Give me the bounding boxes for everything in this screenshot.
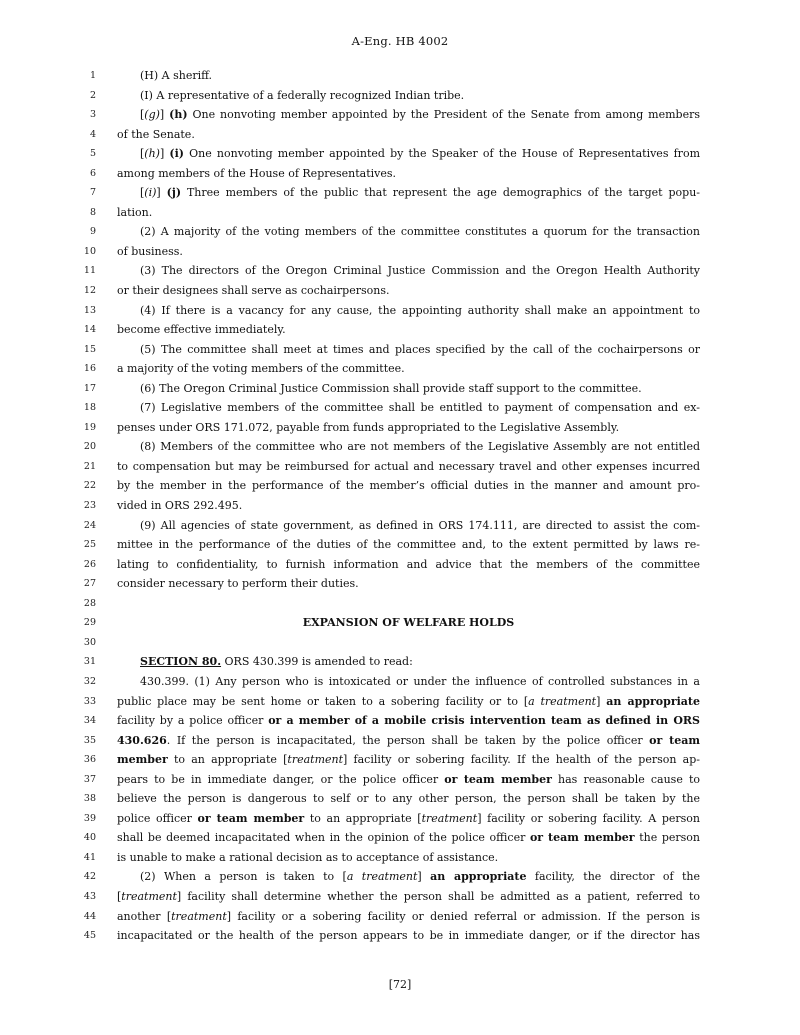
text-line xyxy=(70,652,700,672)
line-number: 23 xyxy=(83,500,96,512)
text-segment: lating to confidentiality, to furnish information and advice that the members of the committee xyxy=(117,557,700,571)
text-line xyxy=(70,496,700,516)
line-number: 29 xyxy=(83,617,96,629)
added-text: 430.626 xyxy=(117,733,167,747)
text-segment: lation. xyxy=(117,205,153,219)
text-line xyxy=(70,555,700,575)
line-text xyxy=(117,809,700,829)
text-segment: One nonvoting member appointed by the President of the Senate from among members xyxy=(187,108,700,122)
line-number: 9 xyxy=(89,226,96,238)
line-number: 37 xyxy=(83,773,96,785)
deleted-text: (g) xyxy=(144,108,160,122)
line-text xyxy=(117,770,700,790)
text-segment: (6) The Oregon Criminal Justice Commission shall provide staff support to the committee. xyxy=(140,381,642,395)
text-line xyxy=(70,340,700,360)
line-text xyxy=(117,574,700,594)
line-text xyxy=(117,848,700,868)
line-text xyxy=(117,320,700,340)
line-text xyxy=(140,183,700,203)
added-text: (i) xyxy=(169,147,185,161)
text-segment: to an appropriate [ xyxy=(304,811,422,825)
text-segment: penses under ORS 171.072, payable from funds appropriated to the Legislative Assembly. xyxy=(117,420,620,434)
text-segment: a majority of the voting members of the committee. xyxy=(117,362,405,376)
added-text: or a member of a mobile crisis intervention team as defined in ORS xyxy=(268,714,700,728)
text-line xyxy=(70,594,700,614)
line-number: 41 xyxy=(83,851,96,863)
line-text xyxy=(117,692,700,712)
text-segment: (5) The committee shall meet at times and places specified by the call of the cochairpersons or xyxy=(140,342,700,356)
text-segment: 430.399. (1) Any person who is intoxicated or under the influence of controlled substances in a xyxy=(140,674,700,688)
line-number: 11 xyxy=(83,265,96,277)
line-number: 5 xyxy=(89,148,96,160)
line-number: 24 xyxy=(83,519,96,531)
text-segment: among members of the House of Representatives. xyxy=(117,166,397,180)
line-text xyxy=(117,907,700,927)
added-text: or team member xyxy=(197,811,305,825)
added-text: (j) xyxy=(166,186,182,200)
text-segment: [ xyxy=(140,147,145,161)
section-heading xyxy=(117,613,700,633)
line-number: 45 xyxy=(83,930,96,942)
text-line xyxy=(70,242,700,262)
text-line xyxy=(70,359,700,379)
line-number: 42 xyxy=(83,871,96,883)
added-text: an appropriate xyxy=(606,694,700,708)
text-line xyxy=(70,320,700,340)
text-line xyxy=(70,437,700,457)
text-line xyxy=(70,692,700,712)
added-text: or team xyxy=(649,733,701,747)
text-line xyxy=(70,574,700,594)
text-line xyxy=(70,418,700,438)
text-segment: of business. xyxy=(117,244,183,258)
text-line xyxy=(70,887,700,907)
line-text xyxy=(117,164,700,184)
text-segment: One nonvoting member appointed by the Speaker of the House of Representatives from xyxy=(184,147,700,161)
text-segment: pears to be in immediate danger, or the police officer xyxy=(117,772,445,786)
line-number: 16 xyxy=(83,363,96,375)
line-text xyxy=(140,340,700,360)
line-number: 30 xyxy=(83,636,96,648)
text-segment: ] facility shall determine whether the person shall be admitted as a patient, referred to xyxy=(176,889,700,903)
text-segment: ] facility or sobering facility. If the health of the person ap- xyxy=(343,753,700,767)
text-segment: EXPANSION OF WELFARE HOLDS xyxy=(302,616,515,630)
text-segment: (3) The directors of the Oregon Criminal Justice Commission and the Oregon Health Authority xyxy=(140,264,700,278)
line-text xyxy=(117,418,700,438)
line-number: 34 xyxy=(83,715,96,727)
line-number: 35 xyxy=(83,734,96,746)
text-segment: facility, the director of the xyxy=(526,870,701,884)
line-number: 2 xyxy=(89,89,96,101)
line-number: 18 xyxy=(83,402,96,414)
text-line xyxy=(70,183,700,203)
line-number: 31 xyxy=(83,656,96,668)
line-number: 6 xyxy=(89,167,96,179)
added-text: an appropriate xyxy=(430,870,527,884)
line-text xyxy=(117,281,700,301)
text-segment: public place may be sent home or taken to a sobering facility or to [ xyxy=(117,694,529,708)
text-segment: facility by a police officer xyxy=(117,714,269,728)
added-text: or team member xyxy=(444,772,552,786)
text-line xyxy=(70,476,700,496)
text-line xyxy=(70,86,700,106)
text-line xyxy=(70,66,700,86)
added-text: or team member xyxy=(529,831,635,845)
line-text xyxy=(117,125,700,145)
line-text xyxy=(140,222,700,242)
text-line xyxy=(70,672,700,692)
line-text xyxy=(117,457,700,477)
line-number: 3 xyxy=(89,109,96,121)
deleted-text: treatment xyxy=(287,753,344,767)
line-number: 36 xyxy=(83,754,96,766)
line-number: 33 xyxy=(83,695,96,707)
text-segment: to an appropriate [ xyxy=(167,753,288,767)
line-text xyxy=(140,437,700,457)
text-line xyxy=(70,828,700,848)
text-line xyxy=(70,222,700,242)
text-line xyxy=(70,398,700,418)
added-text: member xyxy=(117,753,168,767)
line-number: 1 xyxy=(89,70,96,81)
text-segment: another [ xyxy=(117,909,172,923)
text-segment: ] xyxy=(159,147,170,161)
text-segment: [ xyxy=(117,889,122,903)
text-segment: (8) Members of the committee who are not members of the Legislative Assembly are not entitled xyxy=(140,440,700,454)
text-segment: ORS 430.399 is amended to read: xyxy=(221,655,413,669)
added-text: SECTION 80. xyxy=(140,655,222,669)
line-text xyxy=(117,555,700,575)
text-line xyxy=(70,867,700,887)
line-text xyxy=(140,867,700,887)
text-line xyxy=(70,907,700,927)
line-text xyxy=(140,398,700,418)
text-segment: vided in ORS 292.495. xyxy=(117,499,243,513)
deleted-text: treatment xyxy=(171,909,227,923)
text-line xyxy=(70,731,700,751)
line-text xyxy=(117,496,700,516)
line-number: 17 xyxy=(83,382,96,394)
text-segment: or their designees shall serve as cochairpersons. xyxy=(117,284,390,298)
deleted-text: a treatment xyxy=(528,694,597,708)
text-segment: (4) If there is a vacancy for any cause, the appointing authority shall make an appointment to xyxy=(140,303,700,317)
line-number: 19 xyxy=(83,421,96,433)
line-number: 10 xyxy=(83,245,96,257)
text-line xyxy=(70,516,700,536)
text-line xyxy=(70,164,700,184)
line-number: 27 xyxy=(83,578,96,590)
text-segment: police officer xyxy=(117,811,198,825)
text-segment: believe the person is dangerous to self or to any other person, the person shall be taken by the xyxy=(117,792,700,806)
line-number: 32 xyxy=(83,675,96,687)
line-number: 38 xyxy=(83,793,96,805)
text-segment: . If the person is incapacitated, the person shall be taken by the police officer xyxy=(166,733,650,747)
text-line xyxy=(70,535,700,555)
line-text xyxy=(140,672,700,692)
text-line xyxy=(70,848,700,868)
deleted-text: treatment xyxy=(421,811,478,825)
text-segment: ] facility or sobering facility. A person xyxy=(477,811,701,825)
line-text xyxy=(117,203,700,223)
line-text xyxy=(117,711,700,731)
page-header: A-Eng. HB 4002 xyxy=(351,34,449,48)
text-segment: ] xyxy=(159,108,170,122)
line-text xyxy=(117,926,700,946)
text-line xyxy=(70,711,700,731)
text-segment: ] xyxy=(156,186,167,200)
text-segment: consider necessary to perform their duties. xyxy=(117,577,359,591)
text-segment: (2) When a person is taken to [ xyxy=(140,870,347,884)
line-number: 13 xyxy=(83,304,96,316)
line-number: 28 xyxy=(83,597,96,609)
line-text xyxy=(117,476,700,496)
line-text xyxy=(140,516,700,536)
line-number: 4 xyxy=(89,128,96,140)
line-number: 20 xyxy=(83,441,96,453)
text-segment: (H) A sheriff. xyxy=(140,69,213,82)
text-line xyxy=(70,809,700,829)
text-line xyxy=(70,750,700,770)
line-number: 7 xyxy=(89,187,96,199)
line-number: 26 xyxy=(83,558,96,570)
text-segment: mittee in the performance of the duties of the committee and, to the extent permitted by laws re- xyxy=(117,538,700,552)
line-text xyxy=(117,535,700,555)
text-segment: (9) All agencies of state government, as defined in ORS 174.111, are directed to assist the com- xyxy=(140,518,700,532)
line-text xyxy=(140,301,700,321)
text-segment: ] xyxy=(596,694,607,708)
line-text xyxy=(117,887,700,907)
line-number: 44 xyxy=(83,910,96,922)
text-segment: shall be deemed incapacitated when in the opinion of the police officer xyxy=(117,831,530,845)
line-text xyxy=(117,789,700,809)
deleted-text: (i) xyxy=(144,186,157,200)
line-number: 40 xyxy=(83,832,96,844)
line-number: 15 xyxy=(83,343,96,355)
line-text xyxy=(117,731,700,751)
line-number: 21 xyxy=(83,460,96,472)
line-text xyxy=(140,261,700,281)
deleted-text: a treatment xyxy=(346,870,418,884)
line-number: 39 xyxy=(83,812,96,824)
text-segment: ] xyxy=(417,870,431,884)
text-segment: by the member in the performance of the member’s official duties in the manner and amount pro- xyxy=(117,479,700,493)
added-text: (h) xyxy=(169,108,188,122)
text-segment: the person xyxy=(634,831,701,845)
text-segment: has reasonable cause to xyxy=(551,772,700,786)
text-line xyxy=(70,261,700,281)
line-text xyxy=(140,652,700,672)
line-number: 25 xyxy=(83,539,96,551)
text-line xyxy=(70,281,700,301)
line-text xyxy=(140,86,700,106)
text-line xyxy=(70,633,700,653)
text-line xyxy=(70,770,700,790)
text-line xyxy=(70,125,700,145)
text-segment: to compensation but may be reimbursed for actual and necessary travel and other expenses incurred xyxy=(117,459,700,473)
text-segment: ] facility or a sobering facility or denied referral or admission. If the person is xyxy=(226,909,700,923)
text-line xyxy=(70,203,700,223)
line-number: 14 xyxy=(83,324,96,336)
line-text xyxy=(140,66,700,86)
deleted-text: treatment xyxy=(121,889,177,903)
text-segment: of the Senate. xyxy=(117,127,195,141)
line-number: 22 xyxy=(83,480,96,492)
text-segment: [ xyxy=(140,186,145,200)
deleted-text: (h) xyxy=(144,147,160,161)
page-number: [72] xyxy=(388,978,412,991)
line-number: 43 xyxy=(83,890,96,902)
text-line xyxy=(70,301,700,321)
bill-text xyxy=(70,66,700,946)
text-segment: is unable to make a rational decision as to acceptance of assistance. xyxy=(117,850,499,864)
line-text xyxy=(140,144,700,164)
text-segment: Three members of the public that represent the age demographics of the target popu- xyxy=(181,186,700,200)
text-segment: (I) A representative of a federally recognized Indian tribe. xyxy=(140,88,465,102)
text-line xyxy=(70,379,700,399)
text-segment: (2) A majority of the voting members of the committee constitutes a quorum for the transaction xyxy=(140,225,700,239)
text-line xyxy=(70,926,700,946)
line-text xyxy=(117,242,700,262)
line-text xyxy=(117,828,700,848)
text-segment: incapacitated or the health of the person appears to be in immediate danger, or if the director has xyxy=(117,929,700,943)
line-number: 12 xyxy=(83,285,96,297)
text-line xyxy=(70,613,700,633)
line-text xyxy=(140,105,700,125)
text-segment: (7) Legislative members of the committee shall be entitled to payment of compensation and ex- xyxy=(140,401,700,415)
line-text xyxy=(117,750,700,770)
text-line xyxy=(70,144,700,164)
text-line xyxy=(70,789,700,809)
line-text xyxy=(140,379,700,399)
text-segment: [ xyxy=(140,108,145,122)
text-segment: become effective immediately. xyxy=(117,323,286,337)
line-text xyxy=(117,359,700,379)
text-line xyxy=(70,457,700,477)
line-number: 8 xyxy=(89,206,96,218)
text-line xyxy=(70,105,700,125)
